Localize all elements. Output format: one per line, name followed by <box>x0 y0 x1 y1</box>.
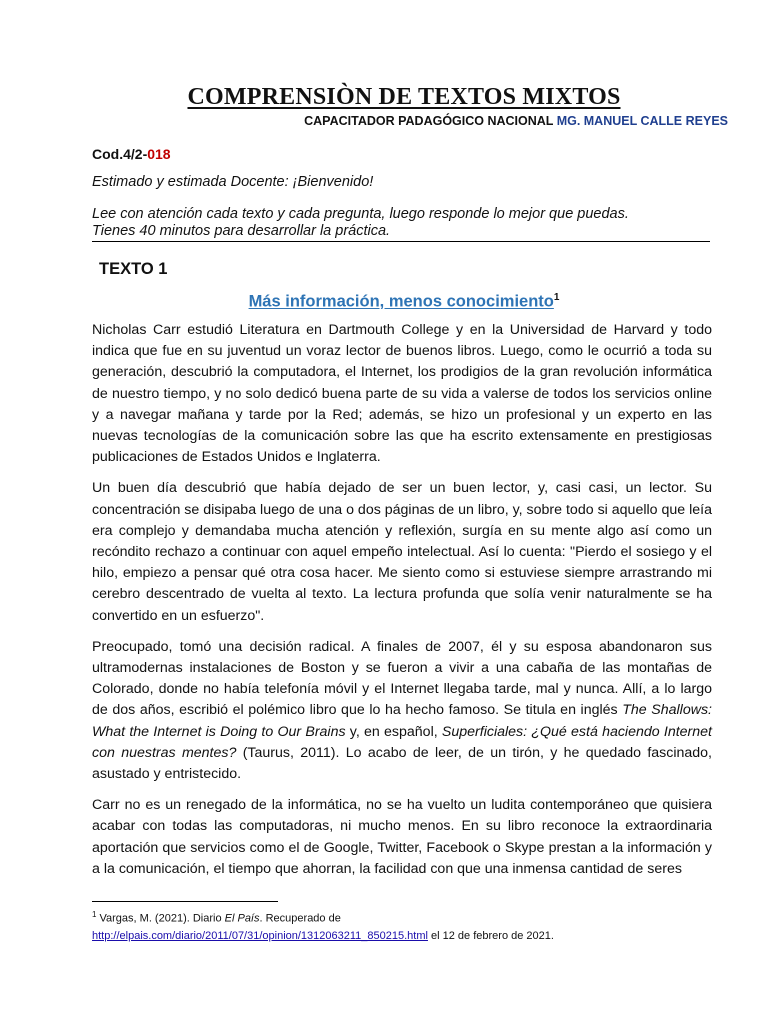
paragraph-3-part-b: y, en español, <box>345 723 442 740</box>
footnote-reference: 1 <box>553 292 560 303</box>
instructions-line-2: Tienes 40 minutos para desarrollar la práctica. <box>92 223 391 239</box>
instructions-line-1: Lee con atención cada texto y cada pregunta, luego responde lo mejor que puedas. <box>92 206 629 222</box>
paragraph-3 <box>92 637 712 785</box>
footnote-separator <box>92 901 278 902</box>
footnote <box>92 906 712 945</box>
document-code <box>92 146 171 162</box>
greeting: Estimado y estimada Docente: ¡Bienvenido! <box>92 174 374 190</box>
code-label: Cod.4/2- <box>92 146 148 162</box>
article-body <box>92 320 712 890</box>
section-heading <box>0 292 768 312</box>
footnote-newspaper: El País <box>224 912 260 925</box>
footnote-mark: 1 <box>92 910 97 919</box>
footnote-link[interactable]: http://elpais.com/diario/2011/07/31/opinion/1312063211_850215.html <box>92 929 428 942</box>
section-heading-text: Más información, menos conocimiento <box>248 292 554 311</box>
code-number: 018 <box>147 146 171 162</box>
footnote-line-2 <box>92 928 712 945</box>
paragraph-3-part-c: (Taurus, 2011). Lo acabo de leer, de un tirón, y he quedado fascinado, asustado y entristecido. <box>92 744 712 783</box>
footnote-citation: Vargas, M. (2021). Diario <box>96 912 225 925</box>
paragraph-1: Nicholas Carr estudió Literatura en Dartmouth College y en la Universidad de Harvard y todo indica que fue en su juventud un voraz lector de buenos libros. Luego, como le ocurrió a toda su generación, descubrió la computadora, el Internet, los prodigios de la gran revolución informática de nuestro tiempo, y no solo dedicó buena parte de su vida a valerse de todos los servicios online y a navegar mañana y tarde por la Red; además, se hizo un profesional y un experto en las nuevas tecnologías de la comunicación sobre las que ha escrito extensamente en prestigiosas publicaciones de Estados Unidos e Inglaterra. <box>92 322 712 466</box>
footnote-line-1 <box>92 906 712 928</box>
subtitle-role: CAPACITADOR PADAGÓGICO NACIONAL <box>304 114 554 128</box>
paragraph-3-part-a: Preocupado, tomó una decisión radical. A finales de 2007, él y su esposa abandonaron sus ultramodernas instalaciones de Boston y se fueron a vivir a una cabaña de las montañas de Colorado, donde no había telefonía móvil y el Internet llegaba tarde, mal y nunca. Allí, a lo largo de dos años, escribió el polémico libro que lo ha hecho famoso. Se titula en inglés <box>92 638 712 719</box>
book-title-spanish: Superficiales: ¿Qué está haciendo Internet con nuestras mentes? <box>92 723 712 761</box>
instructions <box>92 206 710 242</box>
section-label: TEXTO 1 <box>99 260 168 278</box>
paragraph-2: Un buen día descubrió que había dejado de ser un buen lector, y, casi casi, un lector. Su concentración se disipaba luego de una o dos páginas de un libro, y, sobre todo si aquello que leía era complejo y demandaba mucha atención y reflexión, surgía en su mente algo así como un recóndito rechazo a continuar con aquel empeño intelectual. Así lo cuenta: "Pierdo el sosiego y el hilo, empiezo a pensar qué otra cosa hacer. Me siento como si estuviese siempre arrastrando mi cerebro descentrado de vuelta al texto. La lectura profunda que solía venir naturalmente se ha convertido en un esfuerzo". <box>92 480 712 624</box>
document-subtitle <box>304 114 728 128</box>
footnote-retrieved: . Recuperado de <box>259 912 341 925</box>
paragraph-4: Carr no es un renegado de la informática, no se ha vuelto un ludita contemporáneo que quisiera acabar con todas las computadoras, ni mucho menos. En su libro reconoce la extraordinaria aportación que servicios como el de Google, Twitter, Facebook o Skype prestan a la información y a la comunicación, el tiempo que ahorran, la facilidad con que una inmensa cantidad de seres <box>92 797 712 877</box>
subtitle-author: MG. MANUEL CALLE REYES <box>556 114 728 128</box>
book-title-english: The Shallows: What the Internet is Doing to Our Brains <box>92 702 712 740</box>
document-title: COMPRENSIÒN DE TEXTOS MIXTOS <box>187 84 621 110</box>
footnote-date: el 12 de febrero de 2021. <box>427 929 554 942</box>
